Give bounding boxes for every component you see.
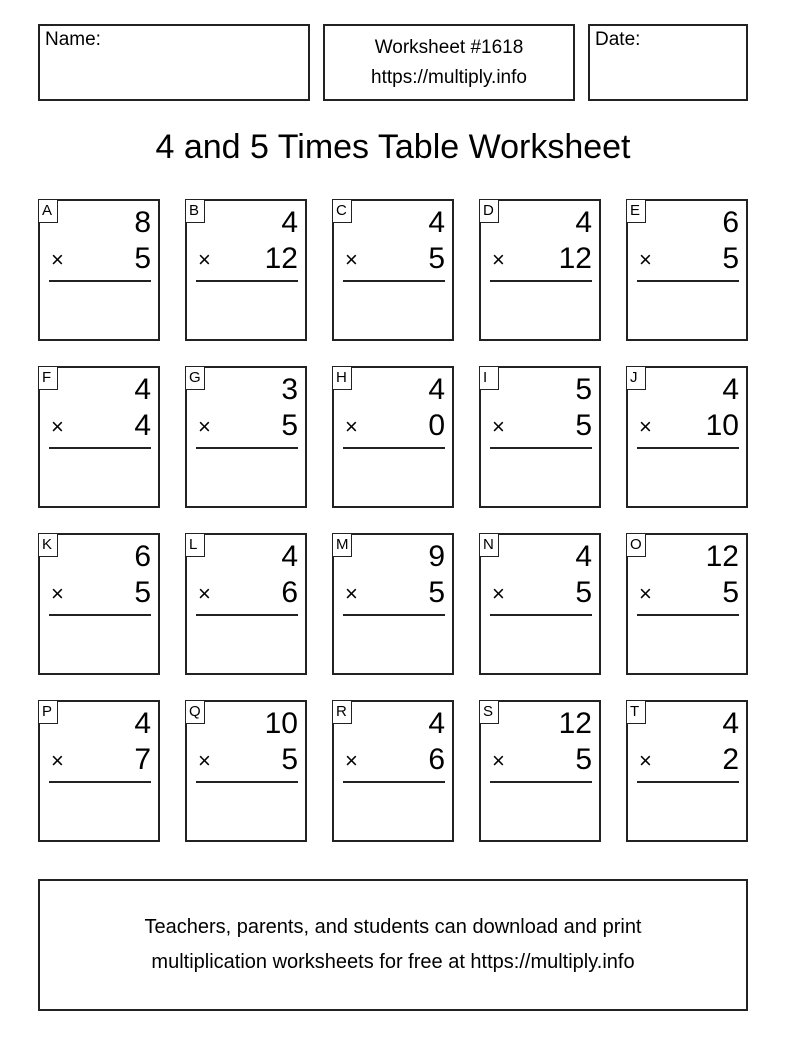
- problem-letter: E: [626, 199, 646, 223]
- multiplier: 5: [428, 576, 445, 609]
- multiplier: 4: [134, 409, 151, 442]
- multiplier: 5: [575, 409, 592, 442]
- problem-letter: H: [332, 366, 352, 390]
- problem-letter: I: [479, 366, 499, 390]
- times-sign: ×: [51, 414, 64, 439]
- problem-letter: T: [626, 700, 646, 724]
- answer-line: [490, 614, 592, 616]
- answer-line: [196, 614, 298, 616]
- problem-card-l: [185, 533, 307, 675]
- answer-line: [637, 280, 739, 282]
- answer-line: [637, 447, 739, 449]
- multiplier: 5: [428, 242, 445, 275]
- multiplier: 5: [134, 576, 151, 609]
- problem-letter: K: [38, 533, 58, 557]
- problem-card-d: [479, 199, 601, 341]
- times-sign: ×: [198, 748, 211, 773]
- multiplier: 5: [722, 242, 739, 275]
- problem-card-t: [626, 700, 748, 842]
- problem-card-c: [332, 199, 454, 341]
- times-sign: ×: [492, 748, 505, 773]
- multiplicand: 4: [575, 540, 592, 573]
- multiplicand: 4: [428, 707, 445, 740]
- times-sign: ×: [198, 414, 211, 439]
- problem-card-f: [38, 366, 160, 508]
- problem-letter: C: [332, 199, 352, 223]
- problem-letter: M: [332, 533, 352, 557]
- times-sign: ×: [345, 414, 358, 439]
- multiplicand: 10: [264, 707, 298, 740]
- problem-card-h: [332, 366, 454, 508]
- problem-letter: A: [38, 199, 58, 223]
- multiplier: 6: [428, 743, 445, 776]
- times-sign: ×: [51, 748, 64, 773]
- multiplicand: 9: [428, 540, 445, 573]
- answer-line: [49, 781, 151, 783]
- times-sign: ×: [639, 581, 652, 606]
- problem-card-o: [626, 533, 748, 675]
- date-label: Date:: [595, 29, 641, 50]
- multiplier: 5: [281, 409, 298, 442]
- multiplicand: 4: [134, 373, 151, 406]
- multiplicand: 4: [281, 540, 298, 573]
- multiplier: 2: [722, 743, 739, 776]
- multiplicand: 4: [722, 707, 739, 740]
- multiplier: 6: [281, 576, 298, 609]
- multiplier: 5: [134, 242, 151, 275]
- multiplier: 7: [134, 743, 151, 776]
- times-sign: ×: [639, 748, 652, 773]
- times-sign: ×: [492, 247, 505, 272]
- problem-letter: G: [185, 366, 205, 390]
- answer-line: [343, 447, 445, 449]
- problem-letter: B: [185, 199, 205, 223]
- problem-letter: N: [479, 533, 499, 557]
- answer-line: [343, 781, 445, 783]
- multiplier: 10: [705, 409, 739, 442]
- problem-letter: D: [479, 199, 499, 223]
- times-sign: ×: [492, 581, 505, 606]
- worksheet-info-box: [323, 24, 575, 101]
- problem-card-k: [38, 533, 160, 675]
- times-sign: ×: [345, 581, 358, 606]
- date-field-box: [588, 24, 748, 101]
- answer-line: [343, 280, 445, 282]
- problem-letter: O: [626, 533, 646, 557]
- answer-line: [49, 280, 151, 282]
- multiplier: 5: [575, 576, 592, 609]
- problem-card-n: [479, 533, 601, 675]
- problem-card-i: [479, 366, 601, 508]
- multiplicand: 6: [722, 206, 739, 239]
- problem-letter: F: [38, 366, 58, 390]
- multiplicand: 3: [281, 373, 298, 406]
- multiplicand: 8: [134, 206, 151, 239]
- answer-line: [49, 447, 151, 449]
- answer-line: [490, 280, 592, 282]
- problem-card-g: [185, 366, 307, 508]
- answer-line: [490, 781, 592, 783]
- answer-line: [49, 614, 151, 616]
- answer-line: [490, 447, 592, 449]
- problem-card-p: [38, 700, 160, 842]
- name-field-box: [38, 24, 310, 101]
- page-title: 4 and 5 Times Table Worksheet: [155, 128, 631, 166]
- multiplier: 12: [264, 242, 298, 275]
- problem-card-s: [479, 700, 601, 842]
- multiplicand: 4: [575, 206, 592, 239]
- multiplicand: 5: [575, 373, 592, 406]
- times-sign: ×: [198, 581, 211, 606]
- times-sign: ×: [345, 748, 358, 773]
- problem-letter: Q: [185, 700, 205, 724]
- times-sign: ×: [639, 247, 652, 272]
- answer-line: [637, 781, 739, 783]
- times-sign: ×: [345, 247, 358, 272]
- worksheet-url: https://multiply.info: [371, 66, 527, 88]
- name-label: Name:: [45, 29, 101, 50]
- footer-line-1: Teachers, parents, and students can download and print: [144, 916, 642, 938]
- multiplicand: 4: [134, 707, 151, 740]
- multiplicand: 4: [281, 206, 298, 239]
- multiplicand: 6: [134, 540, 151, 573]
- answer-line: [343, 614, 445, 616]
- multiplier: 5: [722, 576, 739, 609]
- problem-card-b: [185, 199, 307, 341]
- multiplicand: 12: [558, 707, 592, 740]
- answer-line: [196, 447, 298, 449]
- problem-letter: R: [332, 700, 352, 724]
- answer-line: [196, 781, 298, 783]
- multiplicand: 4: [428, 206, 445, 239]
- multiplier: 0: [428, 409, 445, 442]
- problem-card-e: [626, 199, 748, 341]
- problem-letter: L: [185, 533, 205, 557]
- times-sign: ×: [492, 414, 505, 439]
- times-sign: ×: [639, 414, 652, 439]
- answer-line: [196, 280, 298, 282]
- times-sign: ×: [51, 581, 64, 606]
- worksheet-number: Worksheet #1618: [374, 36, 524, 58]
- footer-line-2: multiplication worksheets for free at https://multiply.info: [151, 951, 635, 973]
- problem-card-q: [185, 700, 307, 842]
- multiplicand: 4: [428, 373, 445, 406]
- answer-line: [637, 614, 739, 616]
- problem-card-j: [626, 366, 748, 508]
- multiplicand: 12: [705, 540, 739, 573]
- problem-letter: P: [38, 700, 58, 724]
- problem-letter: J: [626, 366, 646, 390]
- problem-letter: S: [479, 700, 499, 724]
- multiplier: 5: [575, 743, 592, 776]
- times-sign: ×: [198, 247, 211, 272]
- multiplier: 5: [281, 743, 298, 776]
- footer-box: [38, 879, 748, 1011]
- multiplicand: 4: [722, 373, 739, 406]
- problem-card-a: [38, 199, 160, 341]
- problem-card-m: [332, 533, 454, 675]
- problem-card-r: [332, 700, 454, 842]
- times-sign: ×: [51, 247, 64, 272]
- multiplier: 12: [558, 242, 592, 275]
